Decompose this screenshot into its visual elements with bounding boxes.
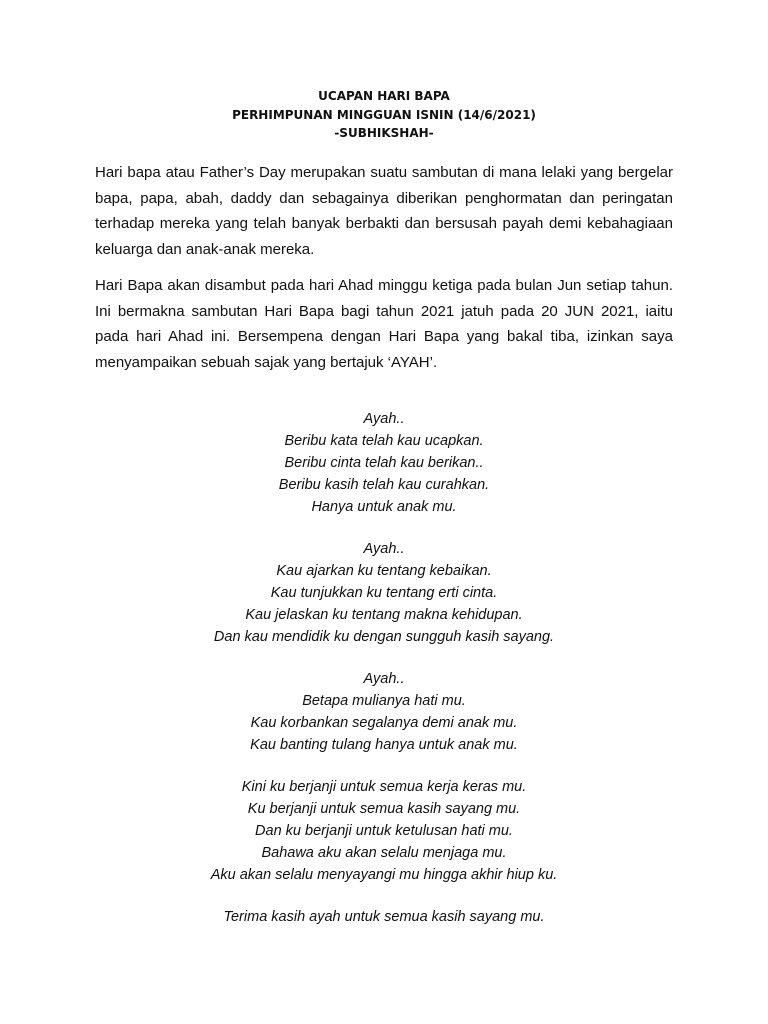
poem-line: Beribu cinta telah kau berikan.. xyxy=(284,455,484,471)
poem-line: Beribu kasih telah kau curahkan. xyxy=(278,477,490,493)
poem-line: Terima kasih ayah untuk semua kasih sayang mu. xyxy=(223,909,545,925)
poem-line: Kau ajarkan ku tentang kebaikan. xyxy=(276,563,492,579)
poem-line: Bahawa aku akan selalu menjaga mu. xyxy=(261,845,507,861)
poem-line: Kau jelaskan ku tentang makna kehidupan. xyxy=(245,607,523,623)
poem-stanza-1 xyxy=(0,408,768,518)
poem-line: Hanya untuk anak mu. xyxy=(311,499,457,515)
document-header xyxy=(0,87,768,143)
poem-line: Beribu kata telah kau ucapkan. xyxy=(284,433,484,449)
paragraph-date: Hari Bapa akan disambut pada hari Ahad minggu ketiga pada bulan Jun setiap tahun. Ini bermakna sambutan Hari Bapa bagi tahun 2021 jatuh pada 20 JUN 2021, iaitu pada hari Ahad ini. Bersempena dengan Hari Bapa yang bakal tiba, izinkan saya menyampaikan sebuah sajak yang bertajuk ‘AYAH’. xyxy=(95,277,673,371)
poem-stanza-5 xyxy=(0,906,768,928)
poem-line: Ayah.. xyxy=(363,541,405,557)
document-subtitle: PERHIMPUNAN MINGGUAN ISNIN (14/6/2021) xyxy=(232,107,536,122)
document-title: UCAPAN HARI BAPA xyxy=(318,89,450,103)
poem-stanza-2 xyxy=(0,538,768,648)
poem-line: Betapa mulianya hati mu. xyxy=(302,693,466,709)
document-body xyxy=(95,160,673,386)
poem-line: Ku berjanji untuk semua kasih sayang mu. xyxy=(247,801,521,817)
paragraph-intro: Hari bapa atau Father’s Day merupakan suatu sambutan di mana lelaki yang bergelar bapa, papa, abah, daddy dan sebagainya diberikan penghormatan dan peringatan terhadap mereka yang telah banyak berbakti dan bersusah payah demi kebahagiaan keluarga dan anak-anak mereka. xyxy=(95,164,673,258)
poem-stanza-3 xyxy=(0,668,768,756)
poem-line: Kau tunjukkan ku tentang erti cinta. xyxy=(270,585,498,601)
poem-line: Kau korbankan segalanya demi anak mu. xyxy=(250,715,518,731)
document-author: -SUBHIKSHAH- xyxy=(334,126,434,140)
poem-stanza-4 xyxy=(0,776,768,886)
poem-line: Kini ku berjanji untuk semua kerja keras mu. xyxy=(241,779,527,795)
poem xyxy=(0,408,768,948)
poem-line: Ayah.. xyxy=(363,411,405,427)
poem-line: Dan ku berjanji untuk ketulusan hati mu. xyxy=(255,823,513,839)
poem-line: Aku akan selalu menyayangi mu hingga akhir hiup ku. xyxy=(210,867,558,883)
poem-line: Kau banting tulang hanya untuk anak mu. xyxy=(250,737,518,753)
poem-line: Dan kau mendidik ku dengan sungguh kasih sayang. xyxy=(213,629,555,645)
poem-line: Ayah.. xyxy=(363,671,405,687)
